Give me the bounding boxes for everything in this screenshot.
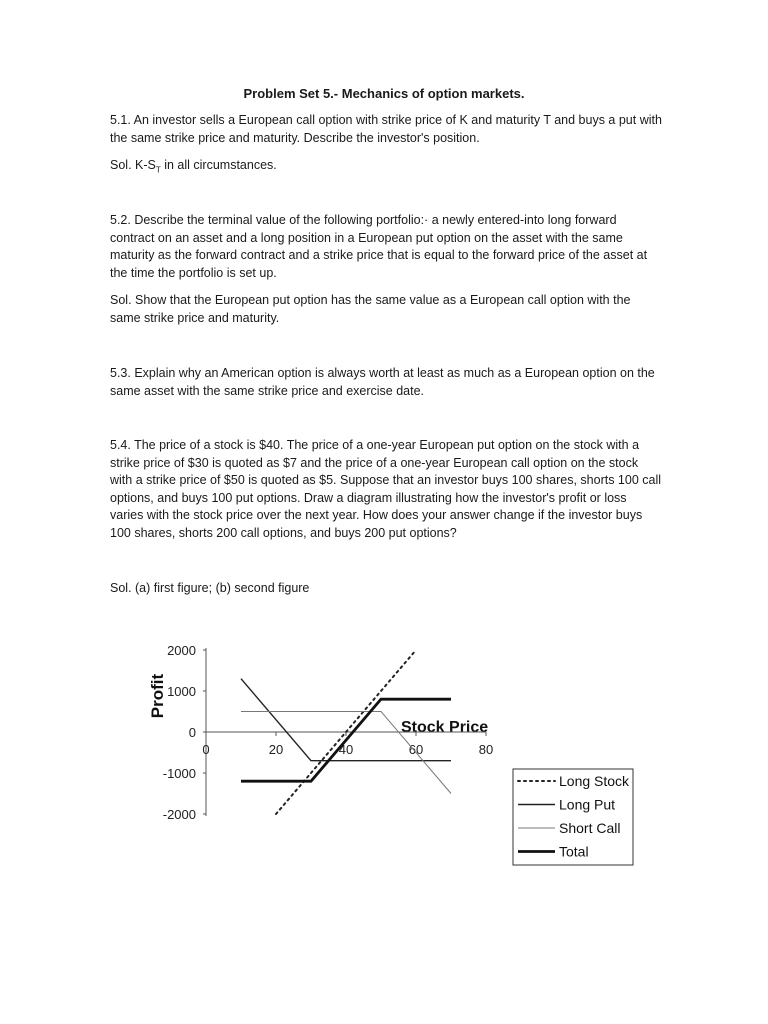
x-tick-label: 40 bbox=[338, 742, 354, 757]
x-tick-label: 20 bbox=[268, 742, 284, 757]
solution-5-1-prefix: Sol. K-S bbox=[110, 158, 156, 172]
x-tick-label: 60 bbox=[408, 742, 424, 757]
legend-label-total: Total bbox=[559, 843, 589, 860]
y-tick-label: 2000 bbox=[167, 643, 196, 658]
question-5-3: 5.3. Explain why an American option is always worth at least as much as a European option on the same asset with the same strike price and exercise date. bbox=[110, 366, 655, 398]
document-title: Problem Set 5.- Mechanics of option markets. bbox=[243, 86, 525, 101]
solution-5-1-suffix: in all circumstances. bbox=[160, 158, 277, 172]
legend-label-short-call: Short Call bbox=[559, 820, 621, 836]
question-5-1: 5.1. An investor sells a European call option with strike price of K and maturity T and buys a put with the same strike price and maturity. Describe the investor's position. bbox=[110, 113, 662, 145]
solution-5-2: Sol. Show that the European put option has the same value as a European call option with the same strike price and maturity. bbox=[110, 293, 631, 325]
solution-5-4: Sol. (a) first figure; (b) second figure bbox=[110, 581, 310, 595]
solution-5-1-subscript: T bbox=[155, 165, 161, 175]
legend-label-long-put: Long Put bbox=[559, 796, 616, 813]
y-tick-label: 1000 bbox=[167, 684, 196, 699]
y-tick-label: 0 bbox=[188, 725, 196, 740]
x-axis-label: Stock Price bbox=[401, 719, 489, 736]
x-tick-label: 0 bbox=[202, 742, 210, 757]
x-tick-label: 80 bbox=[478, 742, 494, 757]
y-tick-label: -2000 bbox=[162, 807, 196, 822]
payoff-chart bbox=[118, 608, 646, 872]
solution-5-1 bbox=[110, 157, 662, 179]
question-5-4: 5.4. The price of a stock is $40. The price of a one-year European put option on the stock with a strike price of $30 is quoted as $7 and the price of a one-year European call option on the stock with a strike price of $50 is quoted as $5. Suppose that an investor buys 100 shares, shorts 100 call options, and buys 100 put options. Draw a diagram illustrating how the investor's profit or loss varies with the stock price over the next year. How does your answer change if the investor buys 100 shares, shorts 200 call options, and buys 200 put options? bbox=[110, 438, 662, 540]
y-tick-label: -1000 bbox=[162, 766, 196, 781]
legend-label-long-stock: Long Stock bbox=[559, 773, 630, 789]
question-5-2: 5.2. Describe the terminal value of the following portfolio:· a newly entered-into long forward contract on an asset and a long position in a European put option on the asset with the same maturity as the forward contract and a strike price that is equal to the forward price of the asset at the time the portfolio is set up. bbox=[110, 213, 648, 280]
y-axis-label: Profit bbox=[148, 673, 167, 719]
